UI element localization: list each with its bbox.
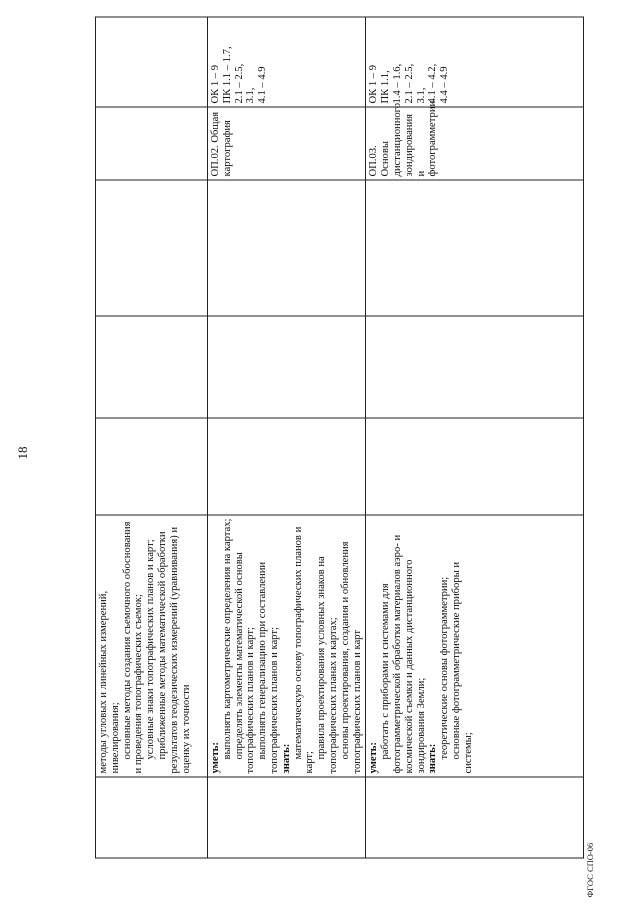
section-heading: уметь: <box>368 741 380 773</box>
competency-code: 2.1 – 2.5, <box>403 63 415 103</box>
content-line: выполнять генерализацию при составлении топографических планов и карт; <box>257 561 280 773</box>
competency-code: ПК 1.1 – 1.7, <box>221 45 233 103</box>
content-line: основы проектирования, создания и обновления топографических планов и карт <box>339 540 363 773</box>
content-cell <box>96 515 208 777</box>
content-line: определять элементы математической основы топографических планов и карт; <box>233 551 257 773</box>
table-row <box>96 17 208 858</box>
index-cell <box>208 180 366 316</box>
content-line: методы угловых и линейных измерений, нивелирования; <box>98 590 121 773</box>
hours-cell <box>366 418 584 515</box>
code-cell <box>366 777 584 858</box>
competency-code: 3.1, <box>245 87 257 103</box>
hours-cell <box>366 316 584 418</box>
content-line: приближенные методы математической обработки результатов геодезических измерений (уравнивания) и оценку их точности <box>156 526 192 773</box>
code-cell <box>96 777 208 858</box>
hours-cell <box>96 418 208 515</box>
competency-code: ОК 1 – 9 <box>368 64 380 103</box>
competency-code: 4.1 – 4.9 <box>257 65 269 103</box>
competency-table <box>95 16 584 858</box>
table-row <box>366 17 584 858</box>
index-cell <box>96 180 208 316</box>
discipline-cell: ОП.03. Основы дистанционного зондирования и фотограмметрии <box>366 107 584 180</box>
competency-cell <box>366 17 584 107</box>
table-row <box>208 17 366 858</box>
competency-code: ПК 1.1, <box>380 69 392 103</box>
competency-code: 1.4 – 1.6, <box>391 63 403 103</box>
competency-code: 2.1 – 2.5, <box>233 63 245 103</box>
section-heading: знать: <box>427 743 439 773</box>
footer: ФГОС СПО-06 <box>585 842 595 897</box>
section-heading: уметь: <box>210 741 221 773</box>
discipline-cell <box>96 107 208 180</box>
content-line: условные знаки топографических планов и карт; <box>145 538 157 759</box>
content-line: математическую основу топографических планов и карт; <box>292 526 316 773</box>
page-number: 18 <box>15 446 30 459</box>
competency-cell <box>208 17 366 107</box>
content-cell <box>208 515 366 777</box>
hours-cell <box>96 316 208 418</box>
discipline-cell: ОП.02. Общая картография <box>208 107 366 180</box>
competency-cell <box>96 17 208 107</box>
content-line: основные фотограмметрические приборы и системы; <box>450 561 474 773</box>
index-cell <box>366 180 584 316</box>
competency-code: ОК 1 – 9 <box>210 64 221 103</box>
content-line: выполнять картометрические определения на картах; <box>221 518 233 759</box>
content-cell <box>366 515 584 777</box>
section-heading: знать: <box>280 743 292 773</box>
content-line: правила проектирования условных знаков на топографических планах и картах; <box>316 555 339 773</box>
code-cell <box>208 777 366 858</box>
competency-code: 4.1 – 4.2, <box>427 63 439 103</box>
content-line: теоретические основы фотограмметрии; <box>439 576 451 759</box>
competency-code: 3.1, <box>415 87 427 103</box>
content-line: основные методы создания съемочного обоснования и проведения топографических съемок; <box>121 521 145 773</box>
content-line: работать с приборами и системами для фотограмметрической обработки материалов аэро- и космической съемки и данных дистанционного зондирования Земли; <box>380 534 427 773</box>
hours-cell <box>208 316 366 418</box>
competency-code: 4.4 – 4.9 <box>439 65 451 103</box>
hours-cell <box>208 418 366 515</box>
